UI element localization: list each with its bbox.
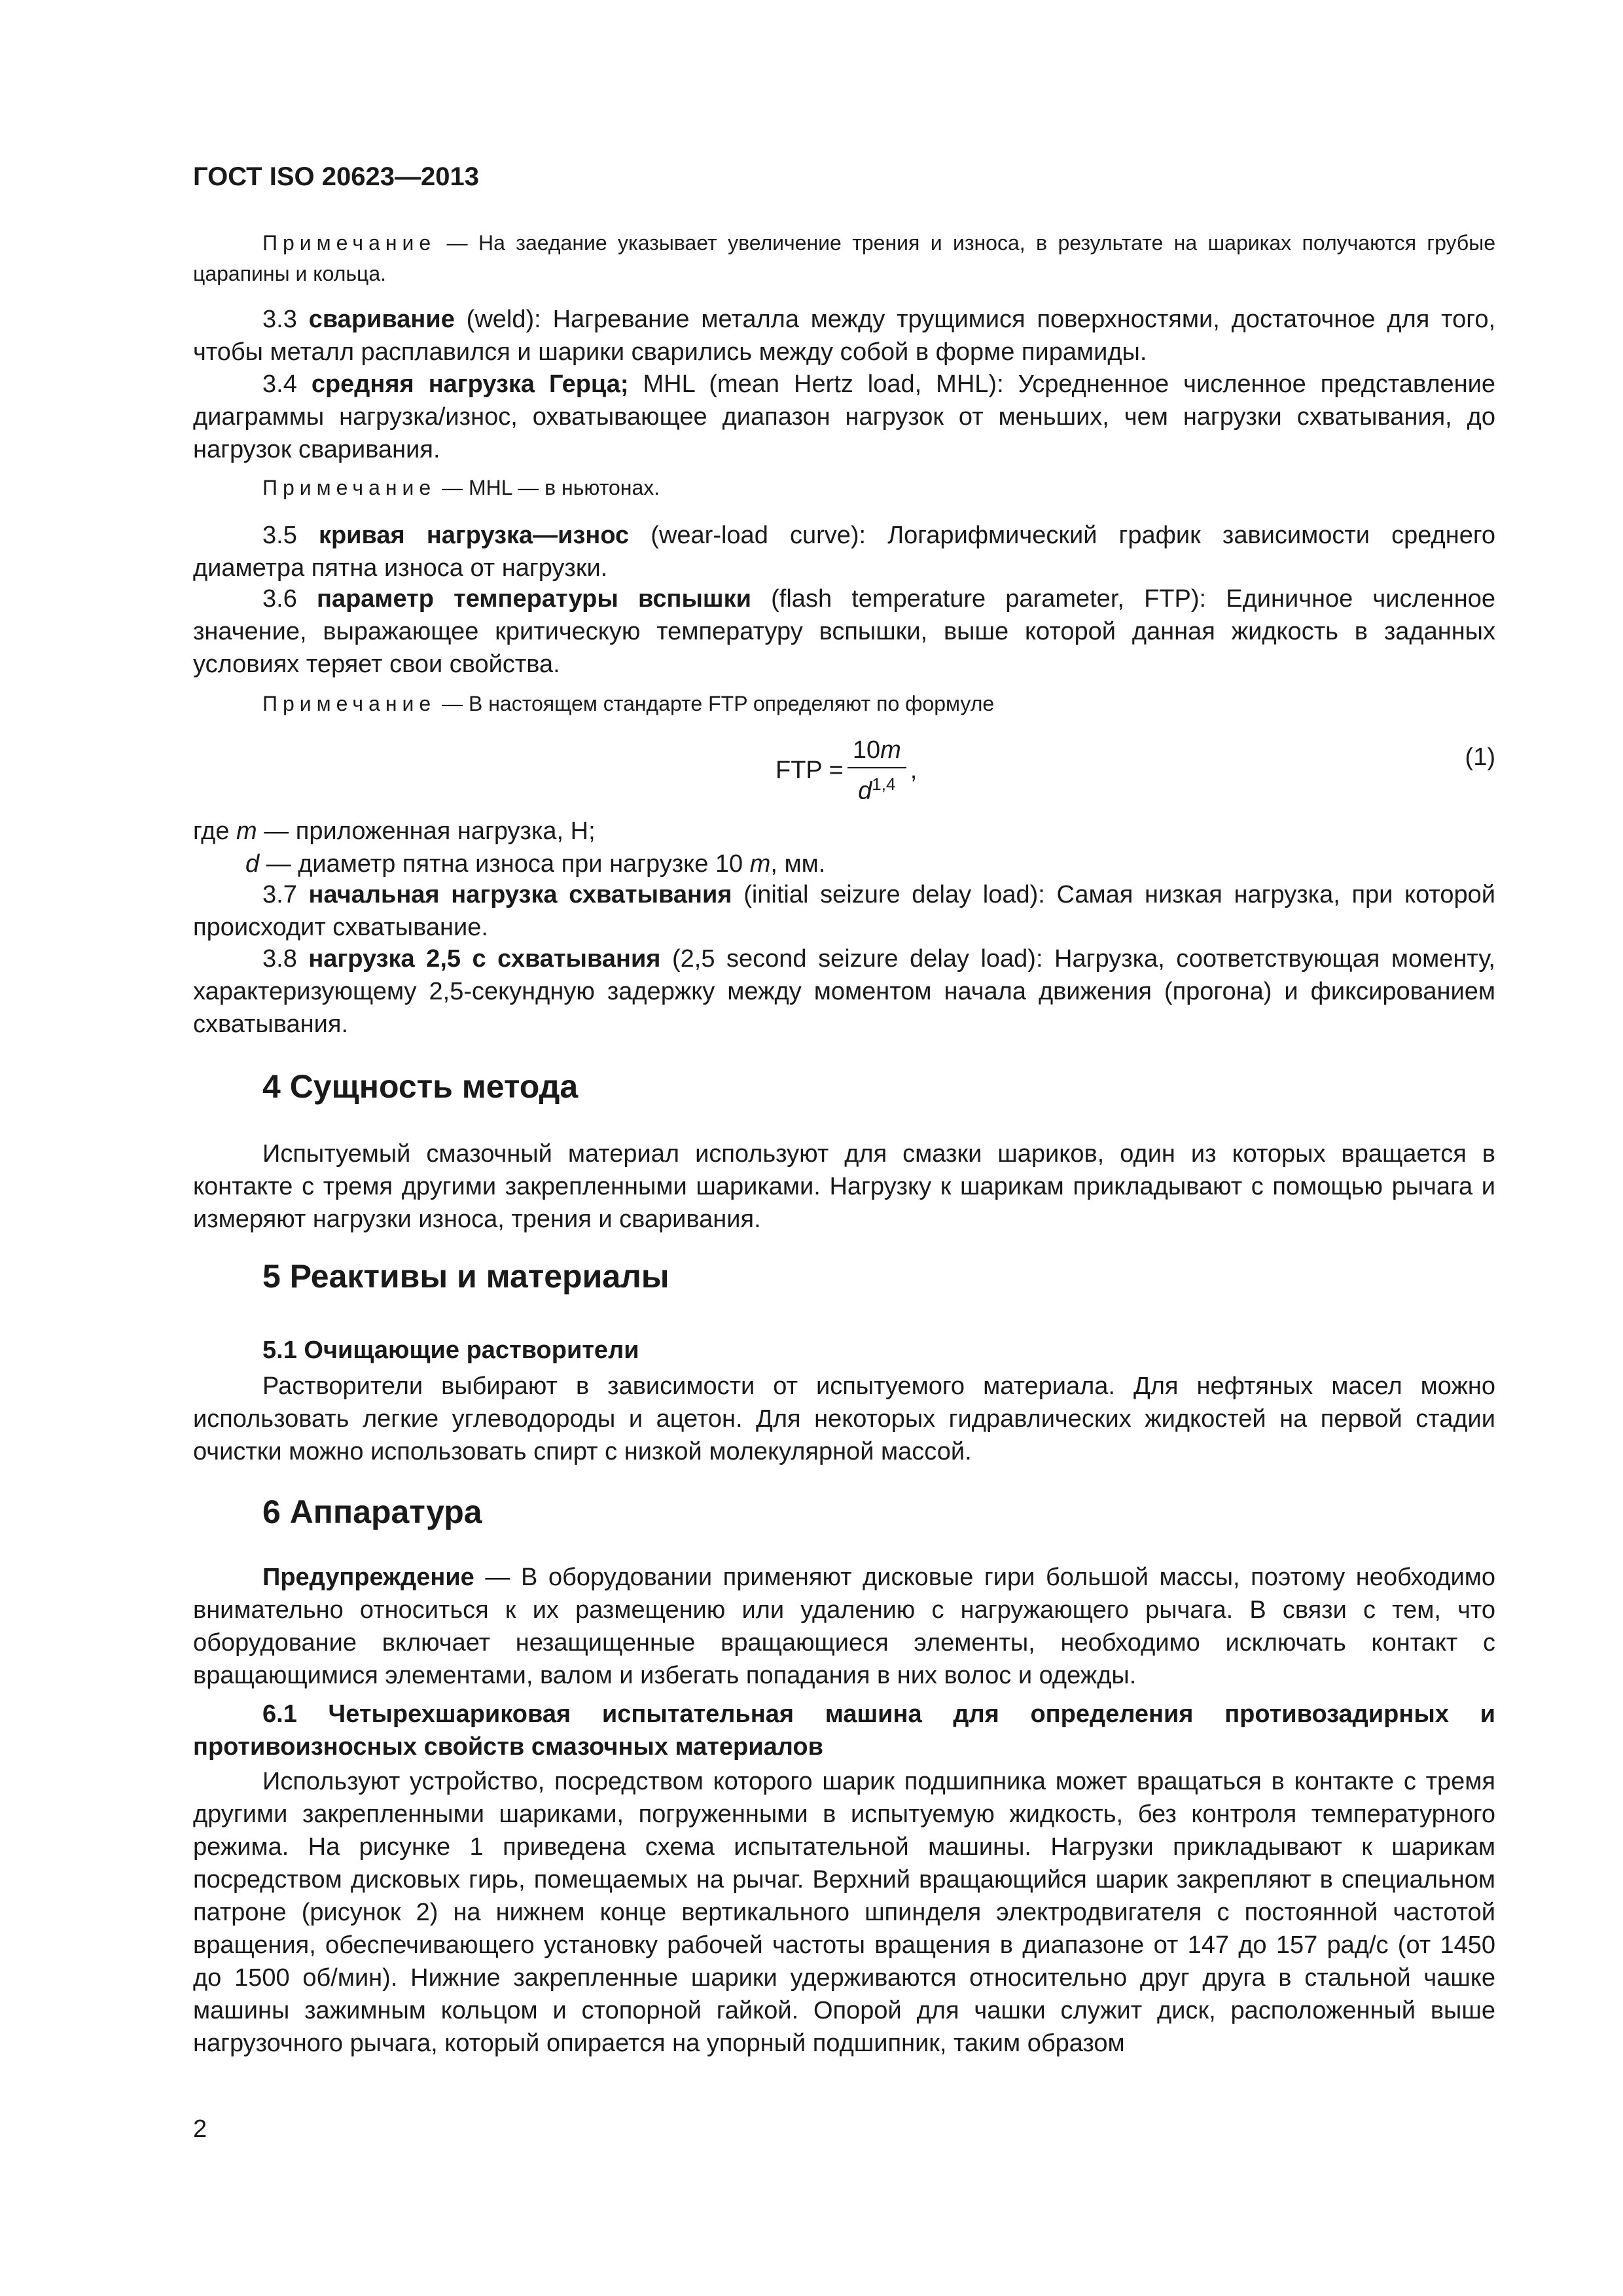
note-text: — В настоящем стандарте FTP определяют по формуле [436, 692, 995, 715]
equation-number: (1) [1465, 744, 1495, 771]
note-3-2 [193, 228, 1495, 289]
term-name: средняя нагрузка Герца; [311, 370, 629, 398]
note-label: Примечание [262, 476, 437, 499]
page-number: 2 [193, 2115, 207, 2143]
symbol-m-description: — приложенная нагрузка, Н; [257, 817, 596, 845]
term-english: (initial seizure delay load): [732, 881, 1057, 908]
note-3-4 [193, 473, 1495, 503]
term-english: (2,5 second seizure delay load): [660, 945, 1055, 973]
section-5-1-heading: 5.1 Очищающие растворители [262, 1336, 639, 1364]
term-english: (flash temperature parameter, FTP): [751, 585, 1226, 613]
formula-1 [193, 728, 1495, 813]
term-definition: Самая низкая нагрузка, при которой происходит схватывание. [193, 881, 1496, 941]
note-text: — На заедание указывает увеличение трения и износа, в результате на шариках получаются грубые царапины и кольца. [193, 231, 1495, 285]
section-6-heading: 6 Аппаратура [262, 1494, 482, 1530]
term-number: 3.3 [262, 306, 297, 333]
term-english: MHL (mean Hertz load, MHL): [628, 370, 1018, 398]
symbol-m-ref: m [749, 850, 771, 878]
where-intro: где [193, 817, 237, 845]
section-4-text: Испытуемый смазочный материал используют для смазки шариков, один из которых вращается в контакте с тремя другими закрепленными шариками. Нагрузку к шарикам прикладывают с помощью рычага и измеряют нагрузки износа, трения и сваривания. [193, 1140, 1495, 1233]
term-number: 3.6 [262, 585, 297, 613]
note-3-6 [193, 689, 1495, 719]
definition-3-4 [193, 368, 1495, 466]
numerator-coefficient: 10 [852, 736, 881, 764]
term-number: 3.7 [262, 881, 297, 908]
warning-text: — В оборудовании применяют дисковые гири большой массы, поэтому необходимо внимательно относиться к их размещению или удалению с нагружающего рычага. В связи с тем, что оборудование включает незащищенные вращающиеся элементы, необходимо исключать контакт с вращающимися элементами, валом и избегать попадания в них волос и одежды. [193, 1564, 1495, 1689]
term-number: 3.8 [262, 945, 297, 973]
denominator-variable: d [858, 777, 872, 805]
section-4-heading: 4 Сущность метода [262, 1068, 579, 1105]
term-definition: Единичное численное значение, выражающее критическую температуру вспышки, выше которой данная жидкость в заданных условиях теряет свои свойства. [193, 585, 1495, 678]
numerator-variable: m [880, 736, 901, 764]
definition-3-7 [193, 878, 1495, 944]
term-definition: Усредненное численное представление диаграммы нагрузка/износ, охватывающее диапазон нагрузок от меньших, чем нагрузки схватывания, до нагрузок сваривания. [193, 370, 1495, 463]
formula-denominator [858, 768, 895, 806]
definition-3-6 [193, 583, 1495, 681]
symbol-m: m [236, 817, 257, 845]
formula-tail: , [910, 756, 918, 784]
document-header: ГОСТ ISO 20623—2013 [193, 162, 479, 191]
formula-variables [193, 815, 1495, 880]
formula-fraction [847, 736, 906, 806]
term-name: сваривание [308, 306, 455, 333]
ftp-formula [776, 728, 917, 813]
variable-m [193, 815, 1495, 848]
definition-3-3 [193, 303, 1495, 368]
term-name: параметр температуры вспышки [317, 585, 751, 613]
symbol-d-description: — диаметр пятна износа при нагрузке 10 [259, 850, 750, 878]
note-label: Примечание [262, 231, 437, 255]
note-text: — MHL — в ньютонах. [436, 476, 660, 499]
section-6-1-text: Используют устройство, посредством которого шарик подшипника может вращаться в контакте с тремя другими закрепленными шариками, погруженными в испытуемую жидкость, без контроля температурного режима. На рисунке 1 приведена схема испытательной машины. Нагрузки прикладывают к шарикам посредством дисковых гирь, помещаемых на рычаг. Верхний вращающийся шарик закрепляют в специальном патроне (рисунок 2) на нижнем конце вертикального шпинделя электродвигателя с постоянной частотой вращения, обеспечивающего установку рабочей частоты вращения в диапазоне от 147 до 157 рад/с (от 1450 до 1500 об/мин). Нижние закрепленные шарики удерживаются относительно друг друга в стальной чашке машины зажимным кольцом и стопорной гайкой. Опорой для чашки служит диск, расположенный выше нагрузочного рычага, который опирается на упорный подшипник, таким образом [193, 1768, 1495, 2057]
term-name: нагрузка 2,5 с схватывания [308, 945, 661, 973]
formula-lhs: FTP = [776, 756, 844, 784]
term-definition: Нагрузка, соответствующая моменту, характеризующему 2,5-секундную задержку между моментом начала движения (прогона) и фиксированием схватывания. [193, 945, 1495, 1038]
section-6-warning [193, 1561, 1495, 1692]
term-definition: Логарифмический график зависимости среднего диаметра пятна износа от нагрузки. [193, 522, 1495, 582]
note-label: Примечание [262, 692, 437, 715]
term-number: 3.5 [262, 522, 297, 549]
denominator-exponent: 1,4 [872, 774, 896, 794]
symbol-d-unit: , мм. [770, 850, 826, 878]
symbol-d: d [245, 850, 260, 878]
section-6-1-heading: 6.1 Четырехшариковая испытательная машина для определения противозадирных и противоизносных свойств смазочных материалов [193, 1700, 1495, 1761]
term-english: (wear-load curve): [629, 522, 888, 549]
warning-label: Предупреждение [262, 1564, 474, 1591]
term-number: 3.4 [262, 370, 297, 398]
definition-3-8 [193, 942, 1495, 1041]
term-name: кривая нагрузка—износ [318, 522, 630, 549]
term-english: (weld): [454, 306, 553, 333]
term-name: начальная нагрузка схватывания [308, 881, 732, 908]
variable-d [193, 848, 1495, 880]
section-5-heading: 5 Реактивы и материалы [262, 1258, 669, 1295]
definition-3-5 [193, 519, 1495, 584]
term-definition: Нагревание металла между трущимися поверхностями, достаточное для того, чтобы металл расплавился и шарики сварились между собой в форме пирамиды. [193, 306, 1496, 366]
section-5-1-text: Растворители выбирают в зависимости от испытуемого материала. Для нефтяных масел можно использовать легкие углеводороды и ацетон. Для некоторых гидравлических жидкостей на первой стадии очистки можно использовать спирт с низкой молекулярной массой. [193, 1372, 1495, 1465]
formula-numerator [847, 736, 906, 768]
